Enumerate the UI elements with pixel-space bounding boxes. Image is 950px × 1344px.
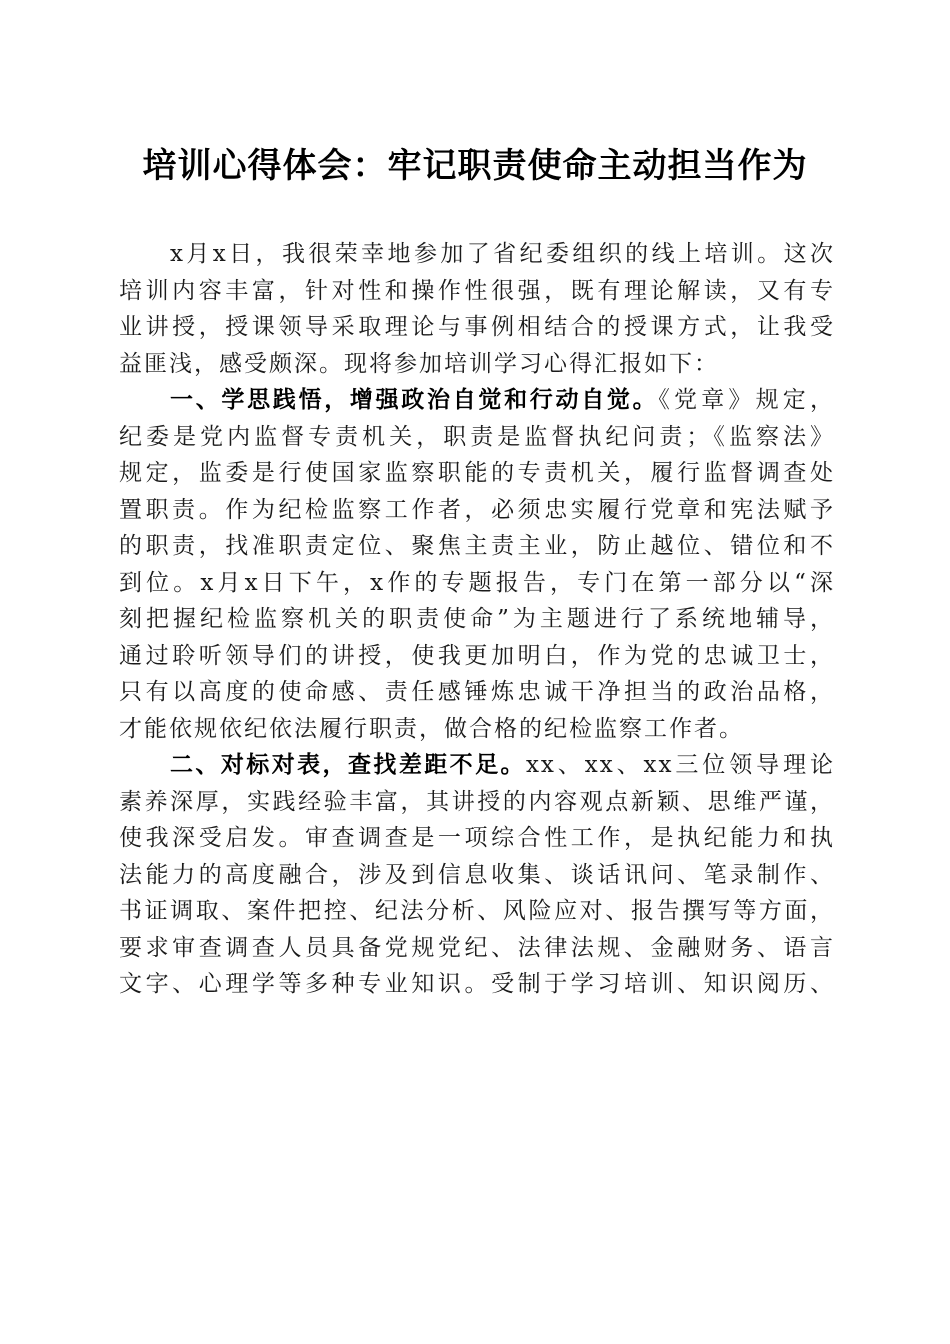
document-body: [119, 236, 835, 1003]
line-text: 规定，监委是行使国家监察职能的专责机关，履行监督调查处: [119, 460, 835, 486]
line-text: 《党章》规定，: [658, 387, 836, 413]
text-line: [119, 565, 835, 602]
text-line: [119, 857, 835, 894]
text-line: [119, 638, 835, 675]
text-line: [119, 784, 835, 821]
line-text: 文字、心理学等多种专业知识。受制于学习培训、知识阅历、: [119, 971, 835, 997]
line-text: 才能依规依纪依法履行职责，做合格的纪检监察工作者。: [119, 715, 744, 742]
paragraph: [119, 236, 835, 382]
line-text: 通过聆听领导们的讲授，使我更加明白，作为党的忠诚卫士，: [119, 642, 835, 669]
text-line: [119, 893, 835, 930]
line-text: 到位。x月x日下午，x作的专题报告，专门在第一部分以“深: [119, 569, 835, 596]
line-text: 只有以高度的使命感、责任感锤炼忠诚干净担当的政治品格，: [119, 679, 835, 705]
line-text: 置职责。作为纪检监察工作者，必须忠实履行党章和宪法赋予: [119, 496, 835, 523]
text-line: [119, 528, 835, 565]
text-line: [119, 601, 835, 638]
document-title: 培训心得体会：牢记职责使命主动担当作为: [142, 146, 808, 186]
text-line: [119, 382, 835, 419]
text-line: [119, 711, 835, 748]
text-line: [119, 747, 835, 784]
line-text: 要求审查调查人员具备党规党纪、法律法规、金融财务、语言: [119, 934, 835, 961]
text-line: [119, 674, 835, 711]
paragraph: [119, 747, 835, 1003]
line-text: 的职责，找准职责定位、聚焦主责主业，防止越位、错位和不: [119, 533, 835, 559]
text-line: [119, 236, 835, 273]
section-heading: 二、对标对表，查找差距不足。: [170, 752, 526, 778]
line-text: 法能力的高度融合，涉及到信息收集、谈话讯问、笔录制作、: [119, 861, 835, 888]
text-line: [119, 966, 835, 1003]
text-line: [119, 930, 835, 967]
line-text: 书证调取、案件把控、纪法分析、风险应对、报告撰写等方面，: [119, 898, 835, 924]
line-text: 刻把握纪检监察机关的职责使命”为主题进行了系统地辅导，: [119, 606, 835, 632]
text-line: [119, 419, 835, 456]
line-text: 培训内容丰富，针对性和操作性很强，既有理论解读，又有专: [119, 277, 835, 304]
line-text: 业讲授，授课领导采取理论与事例相结合的授课方式，让我受: [119, 314, 835, 340]
text-line: [119, 309, 835, 346]
line-text: x月x日，我很荣幸地参加了省纪委组织的线上培训。这次: [170, 241, 835, 267]
text-line: [119, 492, 835, 529]
section-heading: 一、学思践悟，增强政治自觉和行动自觉。: [170, 387, 659, 413]
line-text: 素养深厚，实践经验丰富，其讲授的内容观点新颖、思维严谨，: [119, 788, 835, 815]
line-text: 纪委是党内监督专责机关，职责是监督执纪问责；《监察法》: [119, 423, 835, 450]
text-line: [119, 455, 835, 492]
text-line: [119, 346, 835, 383]
text-line: [119, 273, 835, 310]
paragraph: [119, 382, 835, 747]
line-text: 益匪浅，感受颇深。现将参加培训学习心得汇报如下：: [119, 350, 719, 377]
line-text: 使我深受启发。审查调查是一项综合性工作，是执纪能力和执: [119, 825, 835, 851]
text-line: [119, 820, 835, 857]
line-text: xx、xx、xx三位领导理论: [525, 752, 836, 778]
